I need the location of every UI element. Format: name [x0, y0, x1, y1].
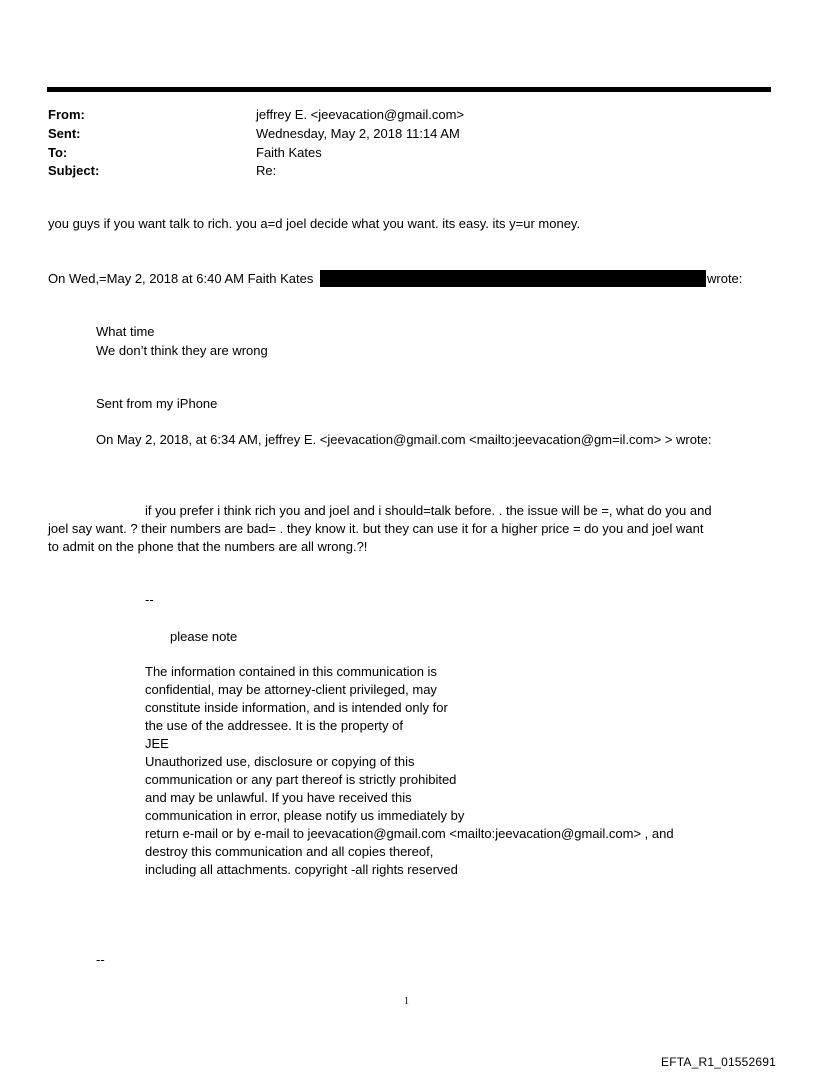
disclaimer-line: destroy this communication and all copies thereof,	[145, 844, 434, 859]
quote1-line-1: What time	[96, 324, 155, 339]
sent-from-signature: Sent from my iPhone	[96, 396, 218, 411]
signature-dashes: --	[145, 592, 154, 607]
disclaimer-line: constitute inside information, and is intended only for	[145, 700, 448, 715]
page-number: 1	[404, 996, 409, 1007]
to-value: Faith Kates	[256, 145, 322, 160]
disclaimer-line: confidential, may be attorney-client privileged, may	[145, 682, 437, 697]
quote2-line-3: to admit on the phone that the numbers are all wrong.?!	[48, 539, 368, 554]
disclaimer-line: communication or any part thereof is strictly prohibited	[145, 772, 457, 787]
header-rule	[47, 87, 771, 92]
signature-note: please note	[170, 629, 238, 644]
disclaimer-line: and may be unlawful. If you have received this	[145, 790, 412, 805]
quote2-line-1: if you prefer i think rich you and joel and i should=talk before. . the issue will be =, what do you and	[145, 503, 712, 518]
subject-value: Re:	[256, 163, 277, 178]
from-value: jeffrey E. <jeevacation@gmail.com>	[256, 107, 465, 122]
disclaimer-line: including all attachments. copyright -all rights reserved	[145, 862, 458, 877]
quote1-intro-start: On Wed,=May 2, 2018 at 6:40 AM Faith Kates	[48, 271, 314, 286]
to-label: To:	[48, 145, 68, 160]
quote1-line-2: We don’t think they are wrong	[96, 343, 268, 358]
redaction-bar	[320, 270, 706, 287]
disclaimer-line: JEE	[145, 736, 169, 751]
from-label: From:	[48, 107, 85, 122]
disclaimer-line: The information contained in this communication is	[145, 664, 437, 679]
disclaimer-line: the use of the addressee. It is the property of	[145, 718, 403, 733]
reply-text: you guys if you want talk to rich. you a=d joel decide what you want. its easy. its y=ur money.	[48, 216, 581, 231]
sent-value: Wednesday, May 2, 2018 11:14 AM	[256, 126, 460, 141]
end-dashes: --	[96, 952, 105, 967]
disclaimer-line: return e-mail or by e-mail to jeevacation@gmail.com <mailto:jeevacation@gmail.com> , and	[145, 826, 674, 841]
quote1-intro-end: wrote:	[707, 271, 743, 286]
quote2-intro: On May 2, 2018, at 6:34 AM, jeffrey E. <jeevacation@gmail.com <mailto:jeevacation@gm=il.com> > wrote:	[96, 432, 712, 447]
disclaimer-line: Unauthorized use, disclosure or copying of this	[145, 754, 415, 769]
sent-label: Sent:	[48, 126, 81, 141]
disclaimer-line: communication in error, please notify us immediately by	[145, 808, 465, 823]
quote2-line-2: joel say want. ? their numbers are bad= . they know it. but they can use it for a higher price = do you and joel want	[48, 521, 704, 536]
subject-label: Subject:	[48, 163, 100, 178]
bates-id: EFTA_R1_01552691	[661, 1055, 777, 1069]
